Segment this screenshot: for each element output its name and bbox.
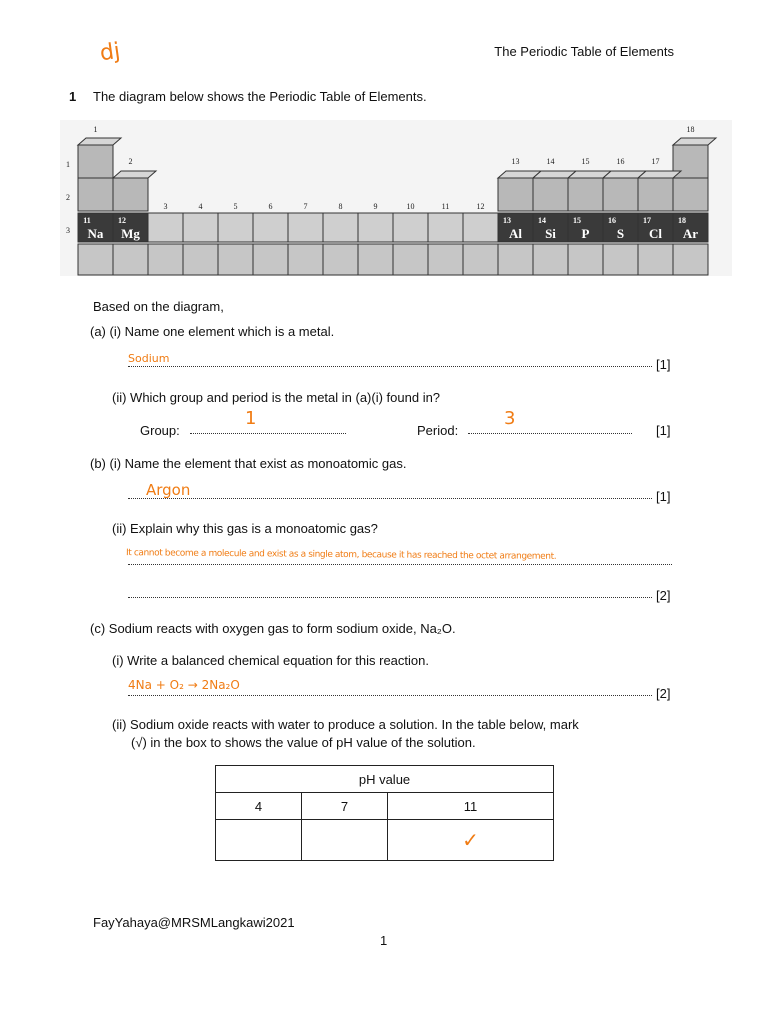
based-on-text: Based on the diagram, [93,299,224,314]
element-symbol: P [581,226,590,241]
group-number: 4 [198,202,203,211]
group-number: 3 [163,202,168,211]
ph-value-cell: 7 [301,793,387,820]
ph-answer-box-11[interactable] [387,820,553,861]
answer-line [128,498,652,499]
mark-b-ii: [2] [656,588,671,603]
group-number: 17 [651,157,660,166]
ph-value-cell: 4 [216,793,302,820]
ph-answer-box-7[interactable] [301,820,387,861]
element-block [113,178,148,211]
element-block [603,178,638,211]
element-symbol: Si [545,226,556,241]
element-block [323,213,358,242]
atomic-number: 17 [643,216,651,225]
checkmark-icon: ✓ [462,828,479,853]
page-number: 1 [380,933,388,948]
ph-answer-box-4[interactable] [216,820,302,861]
element-block [288,244,323,275]
element-block [358,213,393,242]
element-block [498,244,533,275]
atomic-number: 15 [573,216,581,225]
answer-line [128,695,652,696]
mark-a-ii: [1] [656,423,671,438]
element-block [148,244,183,275]
atomic-number: 13 [503,216,511,225]
answer-b-ii: It cannot become a molecule and exist as a single atom, because it has reached the octet arrangement. [125,548,557,562]
element-block [498,178,533,211]
page-header-title: The Periodic Table of Elements [494,44,674,59]
ph-value-cell: 11 [387,793,553,820]
element-block [323,244,358,275]
element-block [78,178,113,211]
element-block [673,244,708,275]
element-block [428,244,463,275]
group-number: 2 [128,157,133,166]
element-symbol: Ar [682,226,699,241]
element-symbol: Al [509,226,522,241]
answer-line [128,597,652,598]
question-c: (c) Sodium reacts with oxygen gas to form sodium oxide, Na₂O. [90,621,456,636]
question-c-i: (i) Write a balanced chemical equation for this reaction. [112,653,429,668]
group-number: 16 [616,157,625,166]
group-answer-line [190,433,346,434]
footer-credit: FayYahaya@MRSMLangkawi2021 [93,915,295,930]
answer-line [128,366,652,367]
question-b-ii: (ii) Explain why this gas is a monoatomic gas? [112,521,378,536]
atomic-number: 12 [118,216,126,225]
ph-table-header: pH value [216,766,554,793]
element-block [148,213,183,242]
ph-value-table [215,765,554,861]
group-number: 12 [476,202,485,211]
element-block [78,244,113,275]
question-a-ii: (ii) Which group and period is the metal in (a)(i) found in? [112,390,441,405]
group-number: 11 [441,202,450,211]
element-block [568,178,603,211]
author-initials: dj [98,38,122,67]
answer-line [128,564,672,565]
element-block [533,244,568,275]
period-answer: 3 [504,408,516,429]
question-number: 1 [69,89,77,104]
element-block [673,178,708,211]
group-number: 7 [303,202,308,211]
group-number: 5 [233,202,238,211]
block-top-face [638,171,681,178]
period-label: Period: [417,423,459,438]
group-number: 14 [546,157,555,166]
mark-a-i: [1] [656,357,671,372]
group-number: 6 [268,202,273,211]
element-block [183,213,218,242]
atomic-number: 14 [538,216,546,225]
group-number: 10 [406,202,415,211]
element-symbol: S [616,226,625,241]
block-top-face [673,138,716,145]
periodic-table-diagram [60,120,732,276]
block-top-face [78,138,121,145]
mark-c-i: [2] [656,686,671,701]
element-block [428,213,463,242]
element-block [253,213,288,242]
atomic-number: 18 [678,216,686,225]
element-block [253,244,288,275]
group-number: 8 [338,202,343,211]
period-number: 1 [66,160,70,169]
answer-c-i: 4Na + O₂ → 2Na₂O [128,678,240,692]
group-number: 9 [373,202,378,211]
question-a-i: (a) (i) Name one element which is a metal. [90,324,335,339]
element-symbol: Na [87,226,104,241]
group-answer: 1 [245,408,257,429]
period-answer-line [468,433,632,434]
group-number: 15 [581,157,590,166]
element-block [463,244,498,275]
element-block [288,213,323,242]
element-block [638,244,673,275]
element-block [358,244,393,275]
element-block [393,244,428,275]
element-block [113,244,148,275]
group-number: 13 [511,157,520,166]
element-block [638,178,673,211]
group-number: 1 [93,125,98,134]
atomic-number: 16 [608,216,616,225]
element-block [463,213,498,242]
element-block [78,145,113,178]
period-number: 2 [66,193,70,202]
group-label: Group: [140,423,180,438]
question-intro: The diagram below shows the Periodic Table of Elements. [93,89,427,104]
element-symbol: Cl [649,226,662,241]
answer-b-i: Argon [146,481,191,499]
mark-b-i: [1] [656,489,671,504]
element-block [568,244,603,275]
element-block [218,213,253,242]
question-b-i: (b) (i) Name the element that exist as monoatomic gas. [90,456,407,471]
question-c-ii-line1: (ii) Sodium oxide reacts with water to produce a solution. In the table below, mark [112,717,579,732]
element-block [183,244,218,275]
atomic-number: 11 [83,216,91,225]
answer-a-i: Sodium [128,352,170,365]
element-symbol: Mg [121,226,140,241]
element-block [533,178,568,211]
group-number: 18 [686,125,695,134]
block-top-face [113,171,156,178]
element-block [218,244,253,275]
period-number: 3 [66,226,70,235]
element-block [393,213,428,242]
question-c-ii-line2: (√) in the box to shows the value of pH value of the solution. [131,735,476,750]
element-block [603,244,638,275]
